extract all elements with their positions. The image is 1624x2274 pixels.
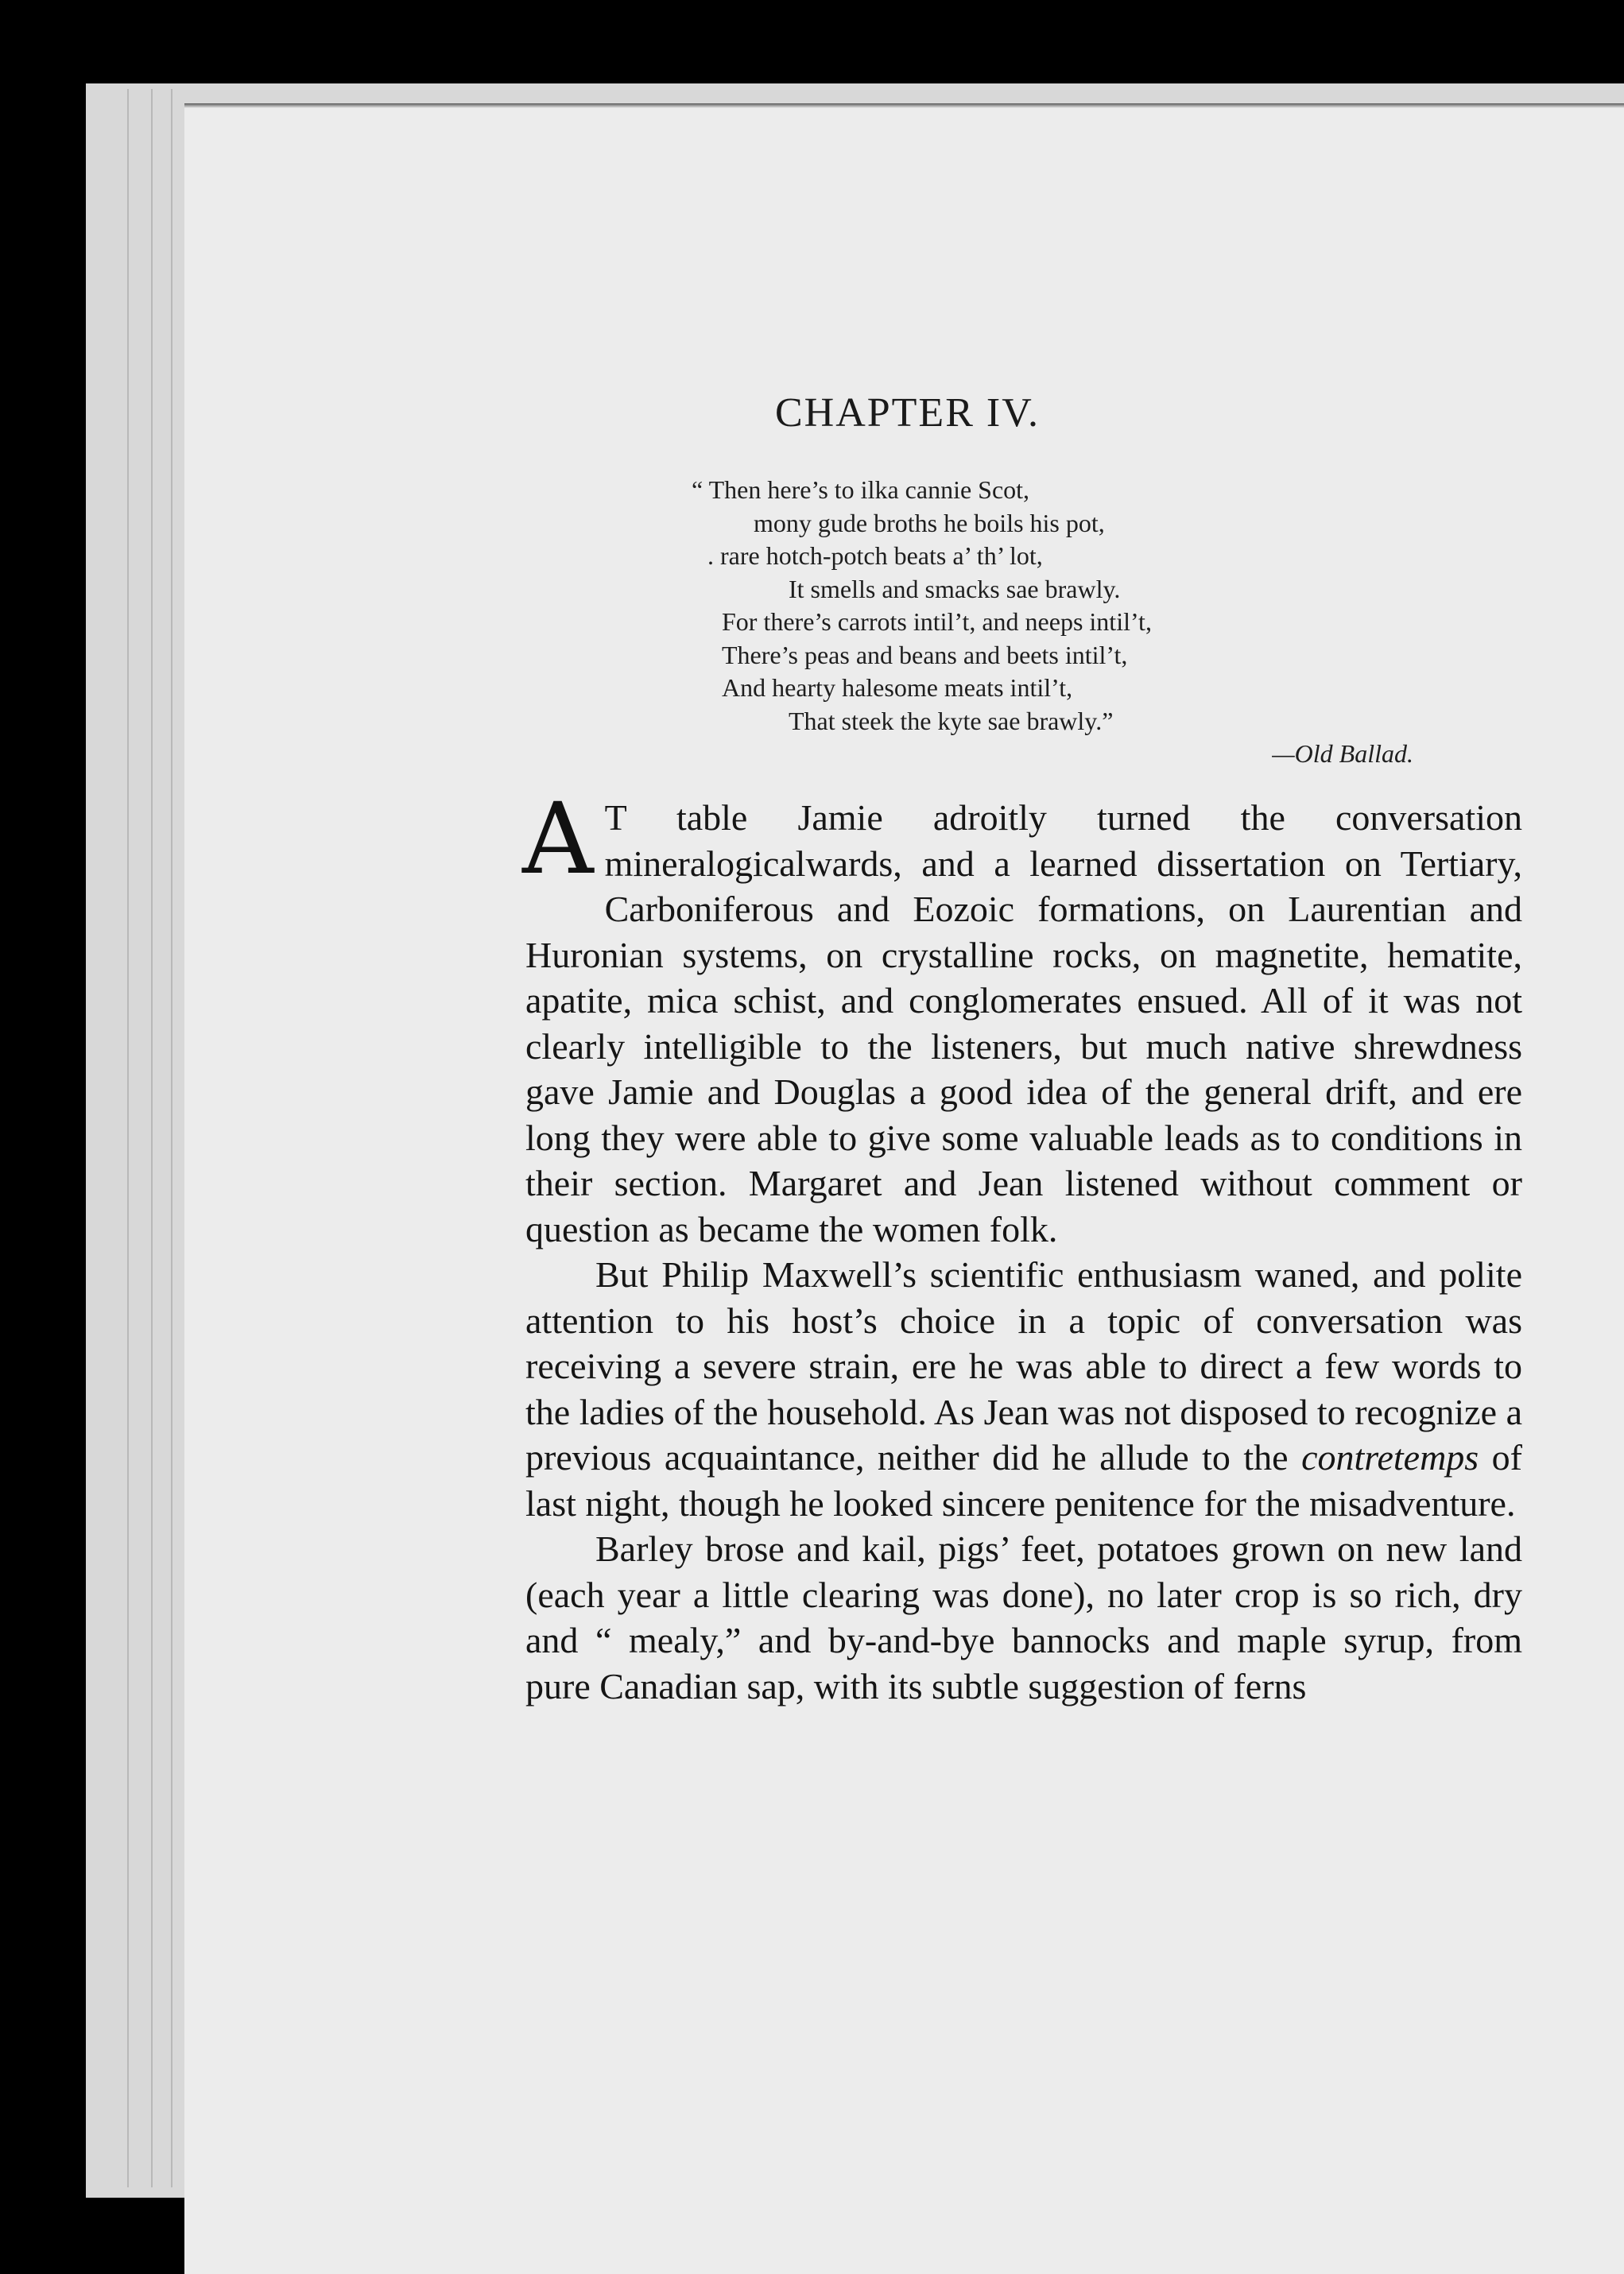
paragraph-text: But Philip Maxwell’s scientific enthusiasm waned, and polite attention to his host’s choice in a topic of conversation was receiving a severe strain, ere he was able to direct a few words to the ladies of the household. As Jean was not disposed to recognize a previous acquaintance, neither did he allude to the bbox=[525, 1254, 1522, 1478]
page-top-shadow bbox=[184, 103, 1624, 108]
chapter-title: CHAPTER IV. bbox=[774, 390, 1041, 436]
paragraph-text: of last night, though he looked sincere penitence for the misadventure. bbox=[525, 1437, 1522, 1524]
epigraph-verse bbox=[692, 474, 1431, 771]
chapter-body bbox=[522, 782, 1522, 1709]
verse-line: “ Then here’s to ilka cannie Scot, bbox=[692, 475, 1030, 504]
paragraph-text: T table Jamie adroitly turned the conversation mineralogicalwards, and a learned dissertation on Tertiary, Carboniferous and Eozoic formations, on Laurentian and Huronian systems, on crystalline rocks, on magnetite, hematite, apatite, mica schist, and conglomerates ensued. All of it was not clearly intelligible to the listeners, but much native shrewdness gave Jamie and Douglas a good idea of the general drift, and ere long they were able to give some valuable leads as to conditions in their section. Margaret and Jean listened without comment or question as became the women folk. bbox=[525, 797, 1522, 1249]
drop-cap: A bbox=[522, 782, 594, 897]
verse-line: . rare hotch-potch beats a’ th’ lot, bbox=[707, 541, 1043, 570]
paragraph bbox=[522, 782, 1522, 1252]
verse-line: mony gude broths he boils his pot, bbox=[754, 508, 1105, 537]
verse-line: And hearty halesome meats intil’t, bbox=[722, 673, 1073, 702]
verse-line: It smells and smacks sae brawly. bbox=[789, 574, 1121, 603]
paragraph bbox=[525, 1526, 1522, 1709]
verse-line: That steek the kyte sae brawly.” bbox=[789, 706, 1114, 735]
paragraph bbox=[525, 1252, 1522, 1526]
verse-attribution: —Old Ballad. bbox=[1272, 739, 1413, 768]
italic-term: contretemps bbox=[1301, 1437, 1479, 1478]
verse-line: There’s peas and beans and beets intil’t, bbox=[722, 640, 1128, 669]
verse-line: For there’s carrots intil’t, and neeps intil’t, bbox=[722, 607, 1152, 636]
paragraph-text: Barley brose and kail, pigs’ feet, potatoes grown on new land (each year a little clearing was done), no later crop is so rich, dry and “ mealy,” and by-and-bye bannocks and maple syrup, from pure Canadian sap, with its subtle suggestion of ferns bbox=[525, 1528, 1522, 1706]
